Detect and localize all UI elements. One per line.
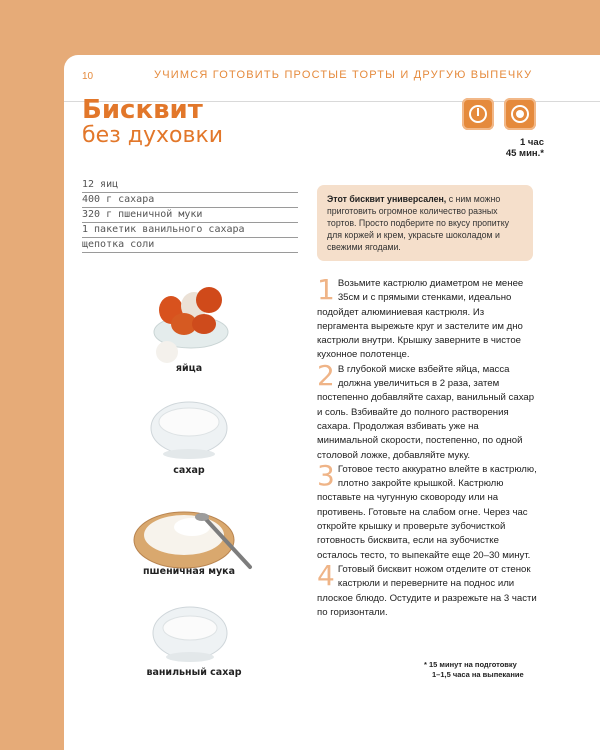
- ingredient-list: [82, 178, 298, 253]
- step-number: 2: [317, 358, 335, 392]
- ingredient-item: 1 пакетик ванильного сахара: [82, 223, 298, 238]
- sugar-caption: сахар: [173, 465, 205, 476]
- time-line-2: 45 мин.*: [505, 148, 544, 159]
- vanilla-sugar-caption: ванильный сахар: [146, 667, 242, 678]
- tip-text: с ним можно приготовить огромное количество разных тортов. Просто подберите по вкусу пропитку для коржей и крем, украсьте шоколадом и свежими ягодами.: [327, 194, 510, 252]
- step-4: [317, 558, 537, 620]
- step-text: Готовое тесто аккуратно влейте в кастрюлю, плотно закройте крышкой. Кастрюлю поставьте на чугунную сковороду или на противень. Готовьте на слабом огне. Через час откройте крышку и проверьте зубочисткой готовность бисквита, если на зубочистке осталось тесто, то выпекайте еще 20–30 минут.: [317, 463, 537, 561]
- running-head: УЧИМСЯ ГОТОВИТЬ ПРОСТЫЕ ТОРТЫ И ДРУГУЮ ВЫПЕЧКУ: [154, 69, 533, 81]
- recipe-title: Бисквит: [82, 95, 203, 125]
- eggs-image: [149, 280, 229, 365]
- footnote-line-2: 1–1,5 часа на выпекание: [432, 670, 524, 679]
- step-number: 3: [317, 458, 335, 492]
- step-number: 4: [317, 558, 335, 592]
- ingredient-item: щепотка соли: [82, 238, 298, 253]
- recipe-icons: [462, 98, 536, 130]
- time-line-1: 1 час: [519, 137, 544, 148]
- vanilla-sugar-image: [152, 603, 232, 665]
- recipe-subtitle: без духовки: [82, 123, 224, 148]
- tip-callout: [317, 185, 533, 261]
- tip-bold: Этот бисквит универсален,: [327, 194, 447, 204]
- flour-caption: пшеничная мука: [142, 566, 236, 577]
- step-1: [317, 273, 537, 363]
- step-number: 1: [317, 273, 335, 306]
- flour-image: [132, 505, 257, 575]
- recipe-page: [64, 55, 600, 750]
- clock-icon: [462, 98, 494, 130]
- step-text: Готовый бисквит ножом отделите от стенок кастрюли и переверните на поднос или плоское блюдо. Остудите и разрежьте на 3 части по горизонтали.: [317, 563, 537, 618]
- page-number: 10: [82, 71, 94, 82]
- ingredient-item: 400 г сахара: [82, 193, 298, 208]
- sugar-image: [149, 398, 229, 463]
- ingredient-item: 12 яиц: [82, 178, 298, 193]
- step-text: Возьмите кастрюлю диаметром не менее 35см и с прямыми стенками, идеально подойдет алюминиевая кастрюля. Из пергамента вырежьте круг и застелите им дно кастрюли внутри. Крышку заверните в чистое кухонное полотенце.: [317, 278, 524, 361]
- cooking-pot-icon: [504, 98, 536, 130]
- ingredient-item: 320 г пшеничной муки: [82, 208, 298, 223]
- footnote: [424, 660, 564, 680]
- step-2: [317, 358, 537, 463]
- recipe-steps: [317, 273, 537, 620]
- cooking-time: [464, 137, 544, 159]
- footnote-line-1: * 15 минут на подготовку: [424, 660, 517, 669]
- step-3: [317, 458, 537, 563]
- step-text: В глубокой миске взбейте яйца, масса должна увеличиться в 2 раза, затем постепенно добавляйте сахар, ванильный сахар и соль. Взбивайте до полного растворения сахара. Продолжая взбивать уже на минимальной скорости, постепенно, по одной столовой ложке, добавляйте муку.: [317, 363, 535, 461]
- eggs-caption: яйца: [175, 363, 203, 374]
